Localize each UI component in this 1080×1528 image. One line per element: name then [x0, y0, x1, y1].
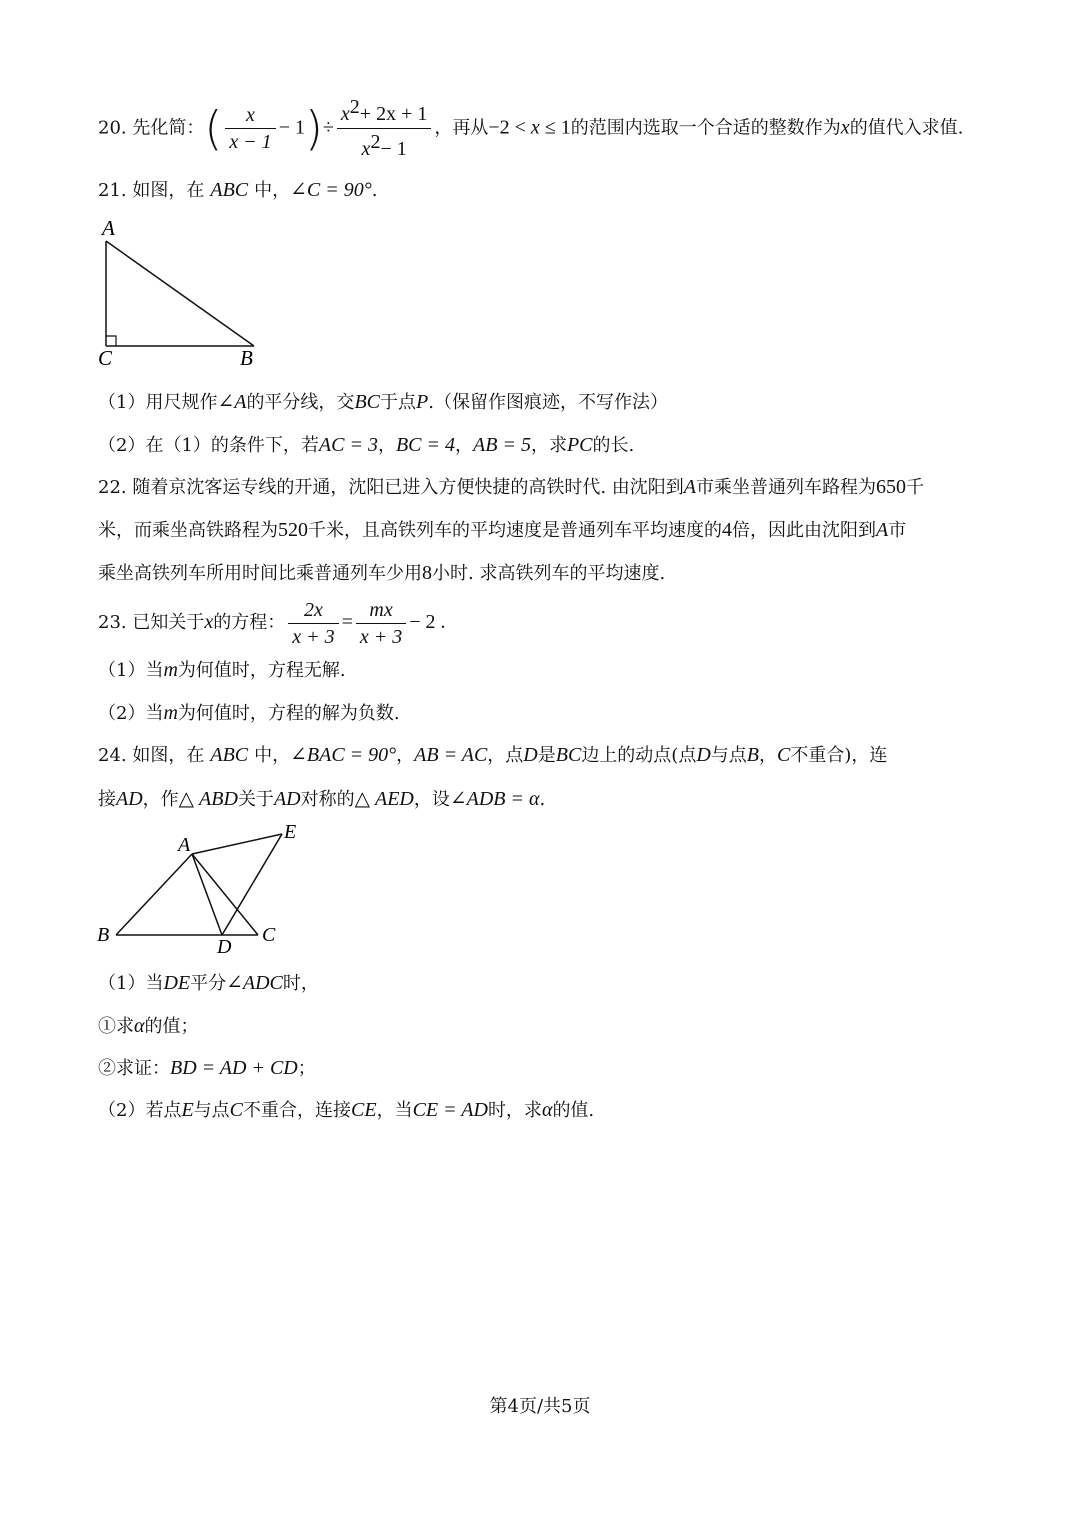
q23-fraction-1: $\frac{2x}{x + 3}$	[288, 599, 338, 648]
segment-ae	[192, 834, 282, 854]
q23-fraction-2: $\frac{mx}{x + 3}$	[356, 599, 406, 648]
q24-line-2: 接AD，作△ ABD关于AD对称的△ AED，设∠ADB = α.	[98, 788, 546, 810]
q21-part-2: （2）在（1）的条件下，若AC = 3，BC = 4，AB = 5，求PC的长.	[98, 434, 635, 456]
q21-right-triangle-figure	[96, 215, 271, 375]
page-footer: 第4页/共5页	[489, 1396, 591, 1417]
segment-ac	[192, 854, 258, 935]
q20-fraction-1: $\frac{x}{x - 1}$	[225, 104, 275, 153]
q22-line-3: 乘坐高铁列车所用时间比乘普通列车少用8小时. 求高铁列车的平均速度.	[98, 562, 666, 584]
q24-triangle-figure	[94, 818, 314, 958]
q24-part-2: （2）若点E与点C不重合，连接CE，当CE = AD时，求α的值.	[98, 1099, 595, 1121]
q22-line-1: 22. 随着京沈客运专线的开通，沈阳已进入方便快捷的高铁时代. 由沈阳到A市乘坐普通列车路程为650千	[98, 476, 925, 498]
left-paren: (	[204, 101, 223, 156]
vertex-b-label: B	[240, 346, 253, 370]
vertex-c-label: C	[262, 924, 276, 946]
q21-part-1: （1）用尺规作∠A的平分线，交BC于点P.（保留作图痕迹，不写作法）	[98, 391, 668, 413]
q22-line-2: 米，而乘坐高铁路程为520千米，且高铁列车的平均速度是普通列车平均速度的4倍，因此由沈阳到A市	[98, 519, 907, 541]
vertex-a-label: A	[102, 216, 115, 240]
vertex-e-label: E	[284, 821, 297, 843]
q24-part-1: （1）当DE平分∠ADC时，	[98, 972, 319, 994]
vertex-b-label: B	[97, 924, 110, 946]
vertex-a-label: A	[178, 834, 191, 856]
q24-sub-1: ①求α的值；	[98, 1015, 199, 1037]
q23-part-1: （1）当m为何值时，方程无解.	[98, 659, 346, 681]
side-ab	[106, 241, 254, 346]
vertex-d-label: D	[217, 936, 232, 958]
segment-de	[222, 834, 282, 935]
vertex-c-label: C	[98, 346, 113, 370]
q20: 20. 先化简：( $\frac{x}{x - 1}$ − 1)÷ $\frac{x^2+ 2x + 1}{x^2- 1}$ ，再从−2 < x ≤ 1的范围内选取一个合适的整数作为x的值代入求值.	[98, 96, 964, 160]
segment-ba	[116, 854, 192, 935]
q24-sub-2: ②求证：BD = AD + CD；	[98, 1057, 316, 1079]
q24-line-1: 24. 如图，在 ABC 中，∠BAC = 90°，AB = AC，点D是BC边上的动点(点D与点B，C不重合)，连	[98, 744, 888, 766]
right-paren: )	[304, 101, 323, 156]
segment-ad	[192, 854, 222, 935]
q23-part-2: （2）当m为何值时，方程的解为负数.	[98, 702, 400, 724]
q21-intro: 21. 如图，在 ABC 中，∠C = 90°.	[98, 179, 378, 201]
q20-fraction-2: $\frac{x^2+ 2x + 1}{x^2- 1}$	[337, 96, 431, 161]
right-angle-mark	[106, 336, 116, 346]
q23-equation: 23. 已知关于x的方程： $\frac{2x}{x + 3}$ = $\frac{mx}{x + 3}$ − 2 .	[98, 598, 446, 648]
